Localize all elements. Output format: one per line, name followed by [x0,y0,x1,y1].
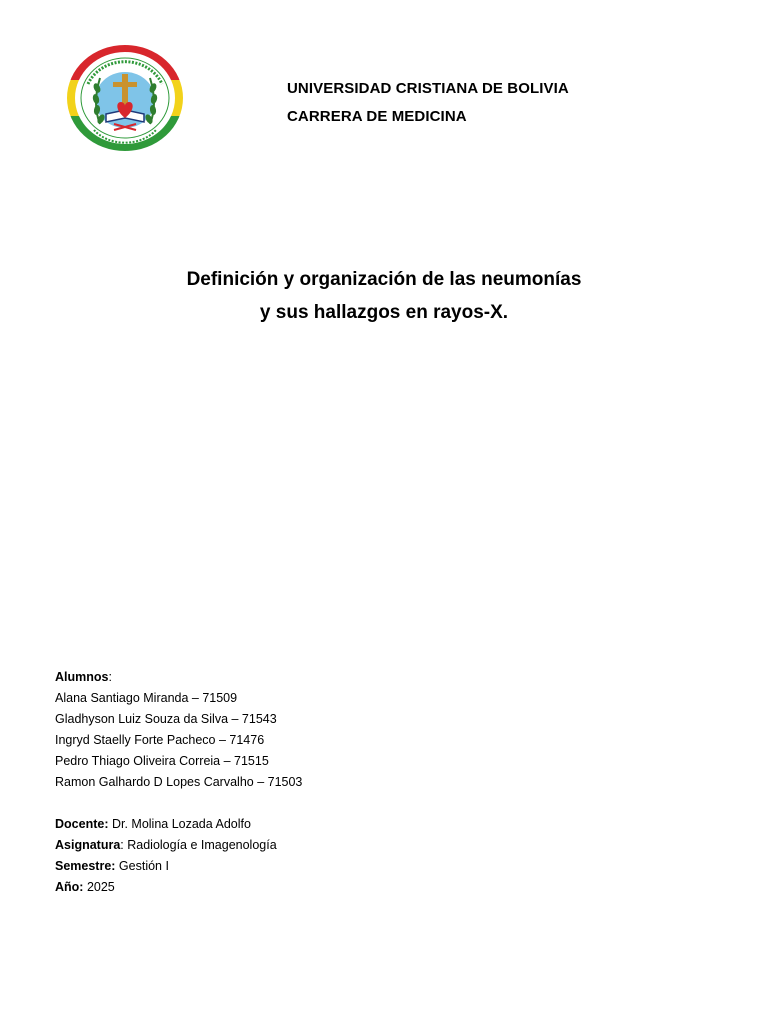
student-item: Alana Santiago Miranda – 71509 [55,691,238,705]
title-line-1: Definición y organización de las neumonías [186,269,582,290]
document-info [55,667,302,898]
subject-label: Asignatura [55,838,121,852]
teacher-row [55,814,302,835]
subject-value: : Radiología e Imagenología [120,838,277,852]
teacher-label: Docente: [55,817,109,831]
year-label: Año: [55,880,84,894]
spacer [55,793,302,814]
students-heading: Alumnos: [55,670,112,684]
student-item: Ramon Galhardo D Lopes Carvalho – 71503 [55,775,303,789]
university-name: UNIVERSIDAD CRISTIANA DE BOLIVIA [287,80,569,97]
semester-row [55,856,302,877]
subject-row [55,835,302,856]
year-row [55,877,302,898]
semester-value: Gestión I [115,859,169,873]
university-seal-icon [66,44,184,152]
year-value: 2025 [83,880,115,894]
header [287,75,569,131]
students-label: Alumnos [55,670,109,684]
document-title [0,263,768,329]
student-item: Gladhyson Luiz Souza da Silva – 71543 [55,712,277,726]
career-name: CARRERA DE MEDICINA [287,108,467,125]
student-item: Ingryd Staelly Forte Pacheco – 71476 [55,733,265,747]
student-item: Pedro Thiago Oliveira Correia – 71515 [55,754,269,768]
title-line-2: y sus hallazgos en rayos-X. [259,302,509,323]
semester-label: Semestre: [55,859,116,873]
teacher-value: Dr. Molina Lozada Adolfo [108,817,251,831]
